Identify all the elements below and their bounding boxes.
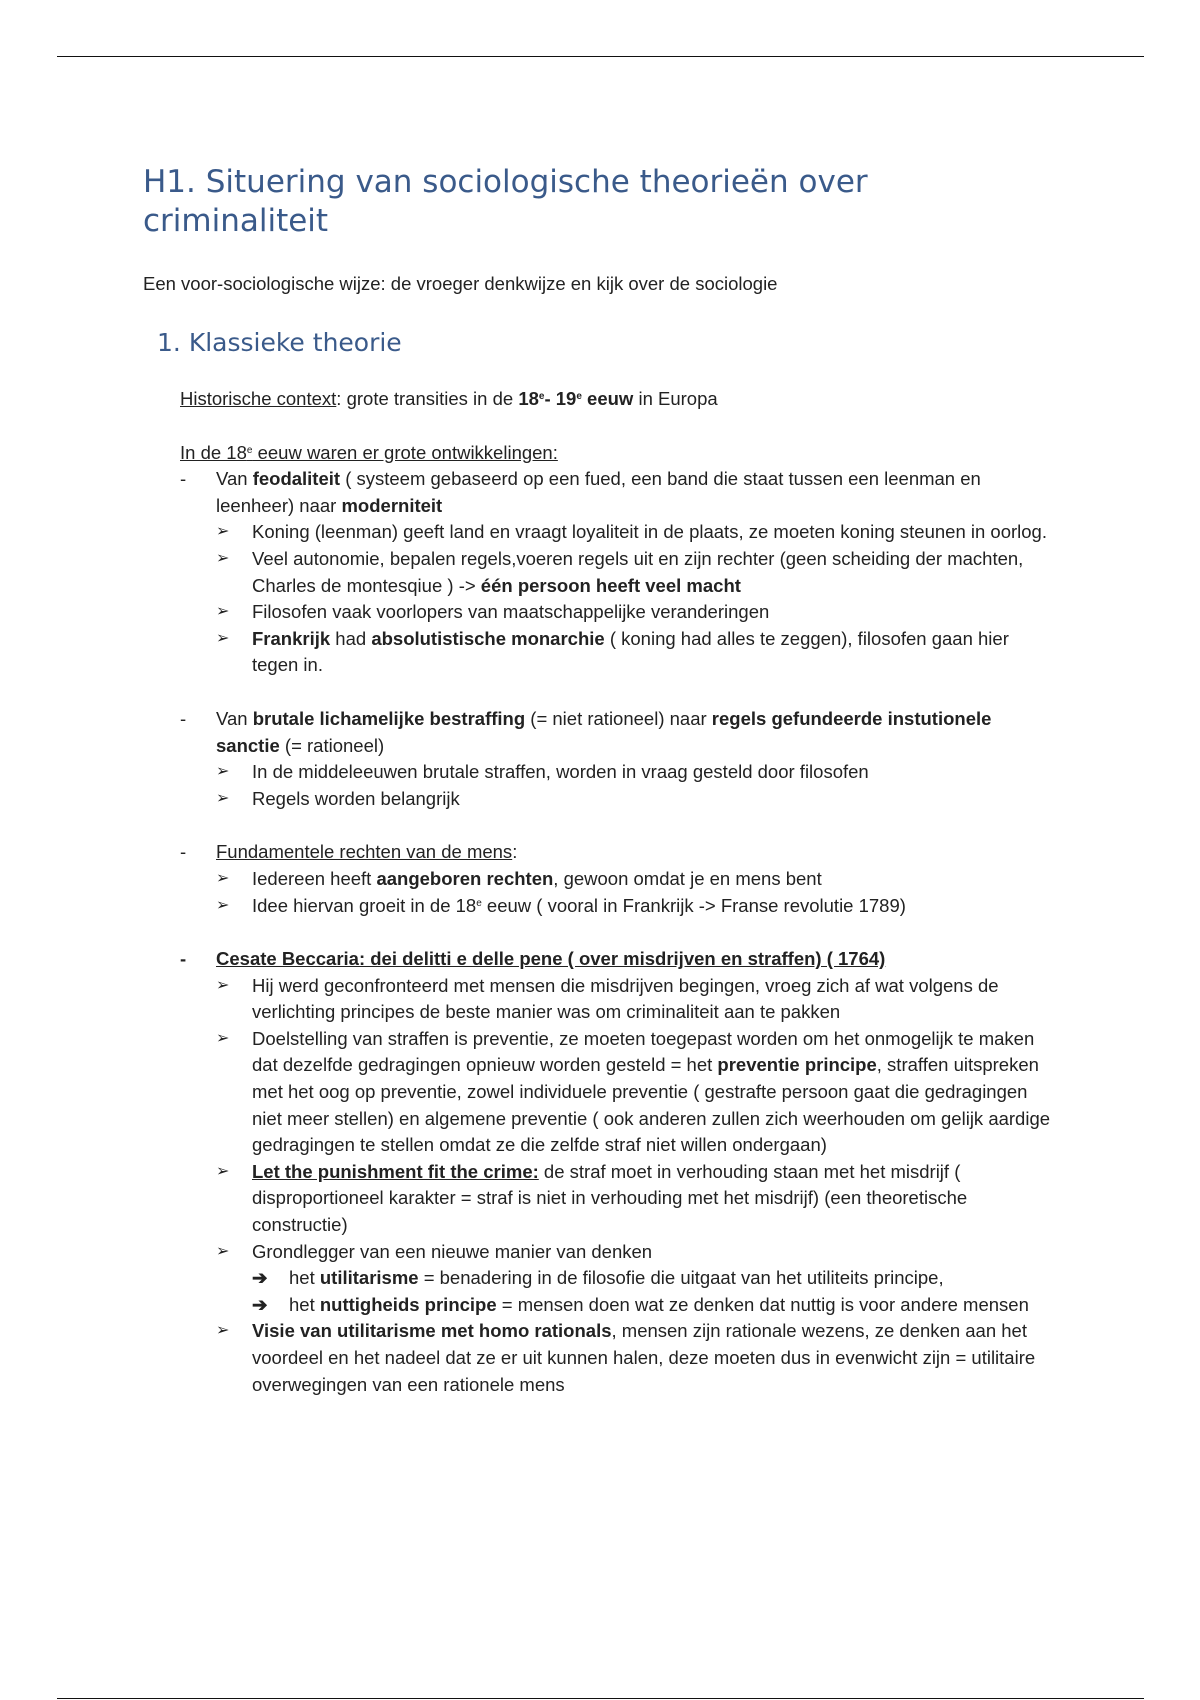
list-item: ➢ Doelstelling van straffen is preventie, ze moeten toegepast worden om het onmogelijk te maken dat dezelfde gedragingen opnieuw worden gesteld = het preventie principe, straffen uitspreken met het oog op preventie, zowel individuele preventie ( gestrafte persoon gaat die gedragingen niet meer stellen) en algemene preventie ( ook anderen zullen zich weerhouden om gelijk aardige gedragingen te stellen omdat ze die zelfde straf niet willen ondergaan): [216, 1027, 1051, 1156]
header-rule: [57, 56, 1144, 57]
list-item: ➢ Visie van utilitarisme met homo rationals, mensen zijn rationale wezens, ze denken aan het voordeel en het nadeel dat ze er uit kunnen halen, deze moeten dus in evenwicht zijn = utilitaire overwegingen van een rationele mens: [216, 1320, 1036, 1395]
arrow-bullet-icon: ➢: [216, 549, 230, 567]
arrow-bullet-icon: ➢: [216, 976, 230, 994]
list-item: ➢ In de middeleeuwen brutale straffen, worden in vraag gesteld door filosofen: [180, 759, 1060, 786]
list-item: ➢ Koning (leenman) geeft land en vraagt loyaliteit in de plaats, ze moeten koning steunen in oorlog.: [180, 519, 1060, 546]
bold-arrow-icon: ➔: [252, 1267, 268, 1289]
arrow-bullet-icon: ➢: [216, 1322, 230, 1340]
list-item: ➢ Idee hiervan groeit in de 18e eeuw ( vooral in Frankrijk -> Franse revolutie 1789): [180, 893, 1060, 920]
intro-text: Een voor-sociologische wijze: de vroeger denkwijze en kijk over de sociologie: [143, 273, 778, 294]
arrow-bullet-icon: ➢: [216, 603, 230, 621]
list-item: ➔ het nuttigheids principe = mensen doen wat ze denken dat nuttig is voor andere mensen: [180, 1292, 1060, 1319]
list-item: - Van brutale lichamelijke bestraffing (= niet rationeel) naar regels gefundeerde instutionele sanctie (= rationeel): [180, 707, 992, 756]
list-item: ➢ Frankrijk had absolutistische monarchie ( koning had alles te zeggen), filosofen gaan hier tegen in.: [216, 627, 1009, 676]
arrow-bullet-icon: ➢: [216, 523, 230, 541]
arrow-bullet-icon: ➢: [216, 869, 230, 887]
dash-marker: -: [180, 841, 187, 863]
arrow-bullet-icon: ➢: [216, 1242, 230, 1260]
list-item: - Van feodaliteit ( systeem gebaseerd op een fued, een band die staat tussen een leenman en leenheer) naar moderniteit: [180, 468, 981, 516]
list-item: ➢ Let the punishment fit the crime: de straf moet in verhouding staan met het misdrijf ( disproportioneel karakter = straf is niet in verhouding met het misdrijf) (een theoretische constructie): [216, 1160, 968, 1236]
arrow-bullet-icon: ➢: [216, 1162, 230, 1180]
historical-context: Historische context: grote transities in de 18e- 19e eeuw in Europa: [180, 388, 718, 409]
footer-rule: [57, 1698, 1144, 1699]
arrow-bullet-icon: ➢: [216, 1029, 230, 1047]
dash-marker: -: [180, 468, 187, 490]
section-heading: [157, 327, 402, 359]
list-item: ➢ Iedereen heeft aangeboren rechten, gewoon omdat je en mens bent: [180, 866, 1060, 893]
arrow-bullet-icon: ➢: [216, 763, 230, 781]
list-item: ➢ Hij werd geconfronteerd met mensen die misdrijven begingen, vroeg zich af wat volgens de verlichting principes de beste manier was om criminaliteit aan te pakken: [216, 974, 999, 1023]
developments-heading: In de 18e eeuw waren er grote ontwikkelingen:: [180, 441, 558, 463]
bold-arrow-icon: ➔: [252, 1293, 268, 1315]
list-item: - Fundamentele rechten van de mens:: [180, 839, 1060, 866]
dash-marker: -: [180, 948, 187, 970]
list-item: ➢ Regels worden belangrijk: [180, 786, 1060, 813]
arrow-bullet-icon: ➢: [216, 629, 230, 647]
list-item: ➢ Filosofen vaak voorlopers van maatschappelijke veranderingen: [180, 599, 1060, 626]
section-content: [180, 386, 1060, 1398]
page-title: H1. Situering van sociologische theorieën over criminaliteit: [143, 164, 868, 239]
section-title: Klassieke theorie: [188, 328, 402, 357]
list-item: ➢ Grondlegger van een nieuwe manier van denken: [180, 1239, 1060, 1266]
arrow-bullet-icon: ➢: [216, 896, 230, 914]
list-item: ➔ het utilitarisme = benadering in de filosofie die uitgaat van het utiliteits principe,: [180, 1265, 1060, 1292]
section-number: 1.: [157, 328, 181, 357]
list-item: - Cesate Beccaria: dei delitti e delle pene ( over misdrijven en straffen) ( 1764): [180, 946, 1060, 973]
dash-marker: -: [180, 707, 187, 729]
list-item: ➢ Veel autonomie, bepalen regels,voeren regels uit en zijn rechter (geen scheiding der machten, Charles de montesqiue ) -> één persoon heeft veel macht: [216, 547, 1024, 596]
arrow-bullet-icon: ➢: [216, 789, 230, 807]
